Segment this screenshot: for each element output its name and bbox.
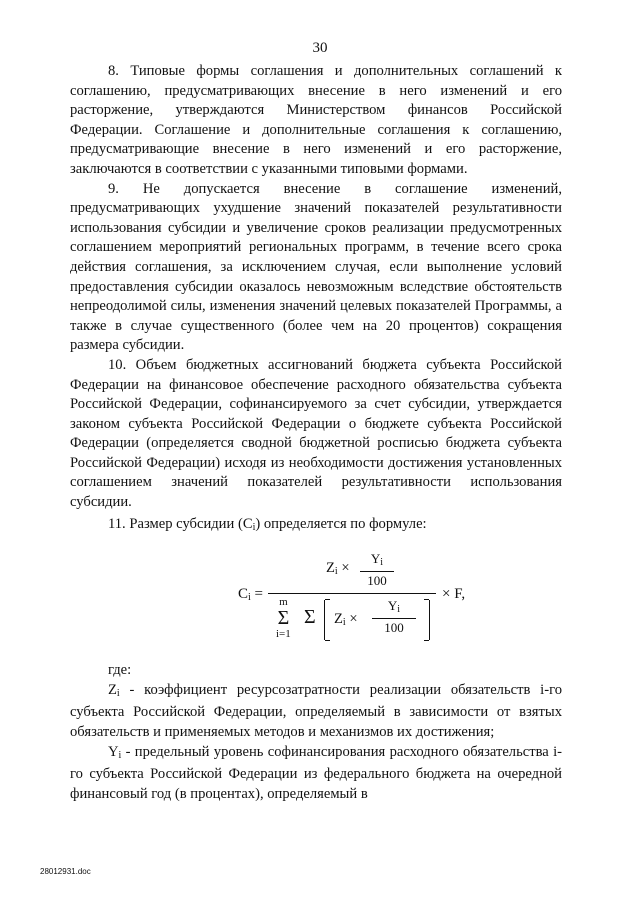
subsidy-formula xyxy=(70,541,562,661)
definition-z: $Z_i$ - коэффициент ресурсозатратности реализации обязательств i-го субъекта Российской Федерации, определяемый в зависимости от взятых обязательств и применяемых методов и механизмов их достижения; xyxy=(70,681,562,741)
formula-denominator: m Σ i=1 Σ $Z_i$ × $Y_i$ 100 xyxy=(268,594,436,652)
paragraph-9: 9. Не допускается внесение в соглашение изменений, предусматривающих ухудшение значений показателей результативности использования субсидии и увеличение сроков реализации предусмотренных соглашением мероприятий региональных программ, в течение всего срока действия соглашения, за исключением случая, если выполнение условий предоставления субсидии оказалось невозможным вследствие обстоятельств непреодолимой силы, изменения значений целевых показателей Программы, а также в случае существенного (более чем на 20 процентов) сокращения размера субсидии. xyxy=(70,180,562,354)
file-name-footer: 28012931.doc xyxy=(40,867,91,876)
formula-lhs: $C_i$ = xyxy=(238,586,264,604)
formula-rhs: × F, xyxy=(442,586,466,603)
formula-main-fraction xyxy=(268,551,436,652)
formula-intro-sub: i xyxy=(252,521,256,533)
formula-intro-prefix: 11. Размер субсидии ( xyxy=(108,515,243,532)
formula-intro-symbol: C xyxy=(242,515,253,532)
formula-intro-suffix: ) определяется по формуле: xyxy=(255,515,427,532)
sum-operator-2: Σ xyxy=(304,606,316,629)
sum-operator: m Σ i=1 xyxy=(276,596,291,641)
page-number: 30 xyxy=(312,40,328,56)
paragraph-8: 8. Типовые формы соглашения и дополнительных соглашений к соглашению, предусматривающих внесение в него изменений и его расторжение, утверждаются Министерством финансов Российской Федерации. Соглашение и дополнительные соглашения к соглашению, предусматривающие внесение в него изменений и его расторжение, заключаются в соответствии с указанными типовыми формами. xyxy=(70,63,562,177)
where-label: где: xyxy=(108,662,132,679)
formula-numerator: $Z_i$ × $Y_i$ 100 xyxy=(268,551,436,593)
paragraph-10: 10. Объем бюджетных ассигнований бюджета субъекта Российской Федерации на финансовое обеспечение расходного обязательства субъекта Российской Федерации, софинансируемого за счет субсидии, утверждается законом субъекта Российской Федерации о бюджете субъекта Российской Федерации (определяется сводной бюджетной росписью бюджета субъекта Российской Федерации) исходя из необходимости достижения установленных соглашением значений показателей результативности использования субсидии. xyxy=(70,356,562,511)
document-body xyxy=(70,62,562,804)
definition-y: $Y_i$ - предельный уровень софинансирования расходного обязательства i-го субъекта Российской Федерации из федерального бюджета на очередной финансовый год (в процентах), определяемый в xyxy=(70,743,562,802)
paragraph-11 xyxy=(70,515,562,538)
